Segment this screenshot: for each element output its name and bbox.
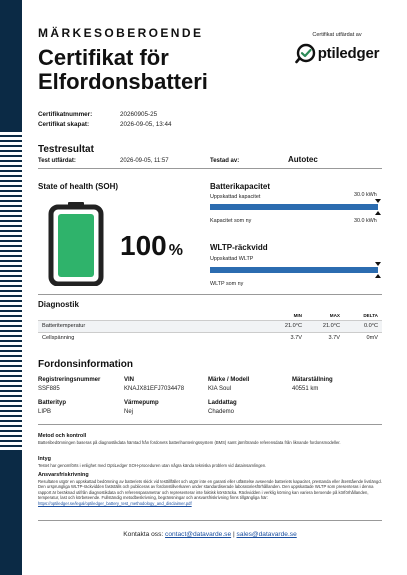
column-header: [38, 312, 268, 320]
vehicle-field-label: Märke / Modell: [208, 377, 250, 383]
table-cell: 0mV: [344, 332, 382, 344]
attestation-heading: Intyg: [38, 456, 51, 462]
vehicle-field-value: 40551 km: [292, 386, 319, 392]
meta-label: Certifikatnummer:: [38, 111, 93, 118]
vehicle-field-value: Nej: [124, 409, 134, 415]
vehicle-field-label: Registreringsnummer: [38, 377, 101, 383]
soh-percentage: [120, 230, 183, 262]
capacity-new-value: 30.0 kWh: [354, 218, 377, 224]
method-heading: Metod och kontroll: [38, 433, 87, 439]
diagnostics-table: [38, 312, 382, 344]
battery-icon: [48, 202, 104, 286]
disclaimer-text: Resultaten utgör en uppskattad bedömning av batteriets skick vid testtillfället och utgör inte en garanti eller utfästelse avseende batteriets kapacitet, prestanda eller återstående livslängd. Den ursprungliga WLTP-räckvidden fastställs och publiceras av fordonstillverkaren under standardiserade laboratoriesförhållanden. Den uppskattade WLTP som presenteras i denna rapport är beräknad utifrån diagnostikdata och referensparametrar och representerar inte faktisk körsträcka. Räckvidden i verklig körning kan variera beroende på körförhållanden, temperatur, last och körbeteende. Fullständig metodbeskrivning, begränsningar och ansvarsfriskrivning finns tillgängliga här:: [38, 479, 382, 501]
wltp-estimated-marker: [375, 262, 381, 266]
vehicle-field-value: Chademo: [208, 409, 235, 415]
wltp-estimated-label: Uppskattad WLTP: [210, 256, 254, 262]
table-cell: 0.0°C: [344, 320, 382, 332]
vehicle-field-label: Värmepump: [124, 400, 159, 406]
vehicle-field-label: VIN: [124, 377, 135, 383]
footer-separator: |: [232, 531, 235, 538]
logo-text: ptiledger: [317, 44, 380, 62]
table-header-row: [38, 312, 382, 320]
wltp-bar-fill: [210, 267, 378, 273]
disclaimer-paragraph: [38, 479, 382, 506]
attestation-text: Testet har genomförts i enlighet med OptiLedger SOH-proceduren utan några kända tekniska problem vid datainsamlingen.: [38, 463, 267, 468]
table-cell: Cellspänning: [38, 332, 268, 344]
table-cell: 21.0°C: [268, 320, 306, 332]
issuer-label: Certifikat utfärdat av: [312, 32, 362, 38]
optiledger-logo: [282, 42, 392, 64]
divider: [38, 294, 382, 295]
sales-email-link[interactable]: sales@datavarde.se: [236, 531, 297, 538]
capacity-heading: Batterikapacitet: [210, 182, 271, 191]
capacity-bar-fill: [210, 204, 378, 210]
vehicle-field-label: Batterityp: [38, 400, 67, 406]
issuer-block: [282, 32, 392, 64]
table-row: [38, 332, 382, 344]
meta-label: Certifikat skapat:: [38, 121, 90, 128]
certificate-title: Certifikat för Elfordonsbatteri: [38, 45, 208, 94]
footer-prefix: Kontakta oss:: [123, 531, 164, 538]
wltp-new-label: WLTP som ny: [210, 281, 244, 287]
test-result-heading: Testresultat: [38, 144, 94, 155]
table-cell: Batteritemperatur: [38, 320, 268, 332]
method-text: Batteribedömningen baseras på diagnostikdata hämtad från fordonets batterihanteringssystem (BMS) samt jämförande referensdata från liknande fordonsmodeller.: [38, 440, 341, 445]
wltp-heading: WLTP-räckvidd: [210, 243, 268, 252]
vehicle-field-value: LIPB: [38, 409, 52, 415]
column-header-max: MAX: [329, 313, 340, 319]
soh-value: 100: [120, 230, 167, 261]
column-header-delta: DELTA: [363, 313, 378, 319]
divider: [38, 424, 382, 425]
disclaimer-heading: Ansvarsfriskrivning: [38, 472, 89, 478]
magnifier-check-icon: [295, 42, 317, 64]
capacity-estimated-marker: [375, 199, 381, 203]
tested-by-value: Autotec: [288, 155, 318, 164]
meta-value: 20260905-25: [120, 111, 158, 118]
capacity-estimated-value: 30.0 kWh: [354, 192, 377, 198]
tested-by-label: Testad av:: [210, 158, 240, 164]
soh-heading: State of health (SOH): [38, 182, 119, 191]
vehicle-field-value: KIA Soul: [208, 386, 232, 392]
brand-neutral-kicker: MÄRKESOBEROENDE: [38, 26, 204, 40]
test-date-label: Test utfärdat:: [38, 158, 76, 164]
vehicle-info-heading: Fordonsinformation: [38, 359, 133, 370]
table-cell: 3.7V: [268, 332, 306, 344]
vehicle-field-label: Laddattag: [208, 400, 237, 406]
capacity-new-label: Kapacitet som ny: [210, 218, 252, 224]
table-cell: 3.7V: [306, 332, 344, 344]
capacity-estimated-label: Uppskattad kapacitet: [210, 194, 261, 200]
capacity-bar: [210, 204, 378, 210]
divider: [38, 520, 382, 521]
footer-contact: [38, 531, 382, 538]
test-date-value: 2026-09-05, 11:57: [120, 158, 169, 164]
soh-unit: %: [168, 242, 183, 259]
meta-value: 2026-09-05, 13:44: [120, 121, 172, 128]
column-header-min: MIN: [293, 313, 302, 319]
decorative-side-stripes: [0, 0, 22, 575]
contact-email-link[interactable]: contact@datavarde.se: [165, 531, 232, 538]
divider: [38, 168, 382, 169]
disclaimer-link[interactable]: https://optiledger.se/legal/optiledger_battery_test_methodology_and_disclaimer.pdf: [38, 500, 192, 506]
capacity-new-marker: [375, 211, 381, 215]
vehicle-field-value: KNAJX81EFJ7034478: [124, 386, 185, 392]
wltp-new-marker: [375, 274, 381, 278]
vehicle-field-label: Mätarställning: [292, 377, 333, 383]
table-row: [38, 320, 382, 332]
table-cell: 21.0°C: [306, 320, 344, 332]
vehicle-field-value: SSF885: [38, 386, 60, 392]
wltp-bar: [210, 267, 378, 273]
diagnostics-heading: Diagnostik: [38, 300, 79, 309]
